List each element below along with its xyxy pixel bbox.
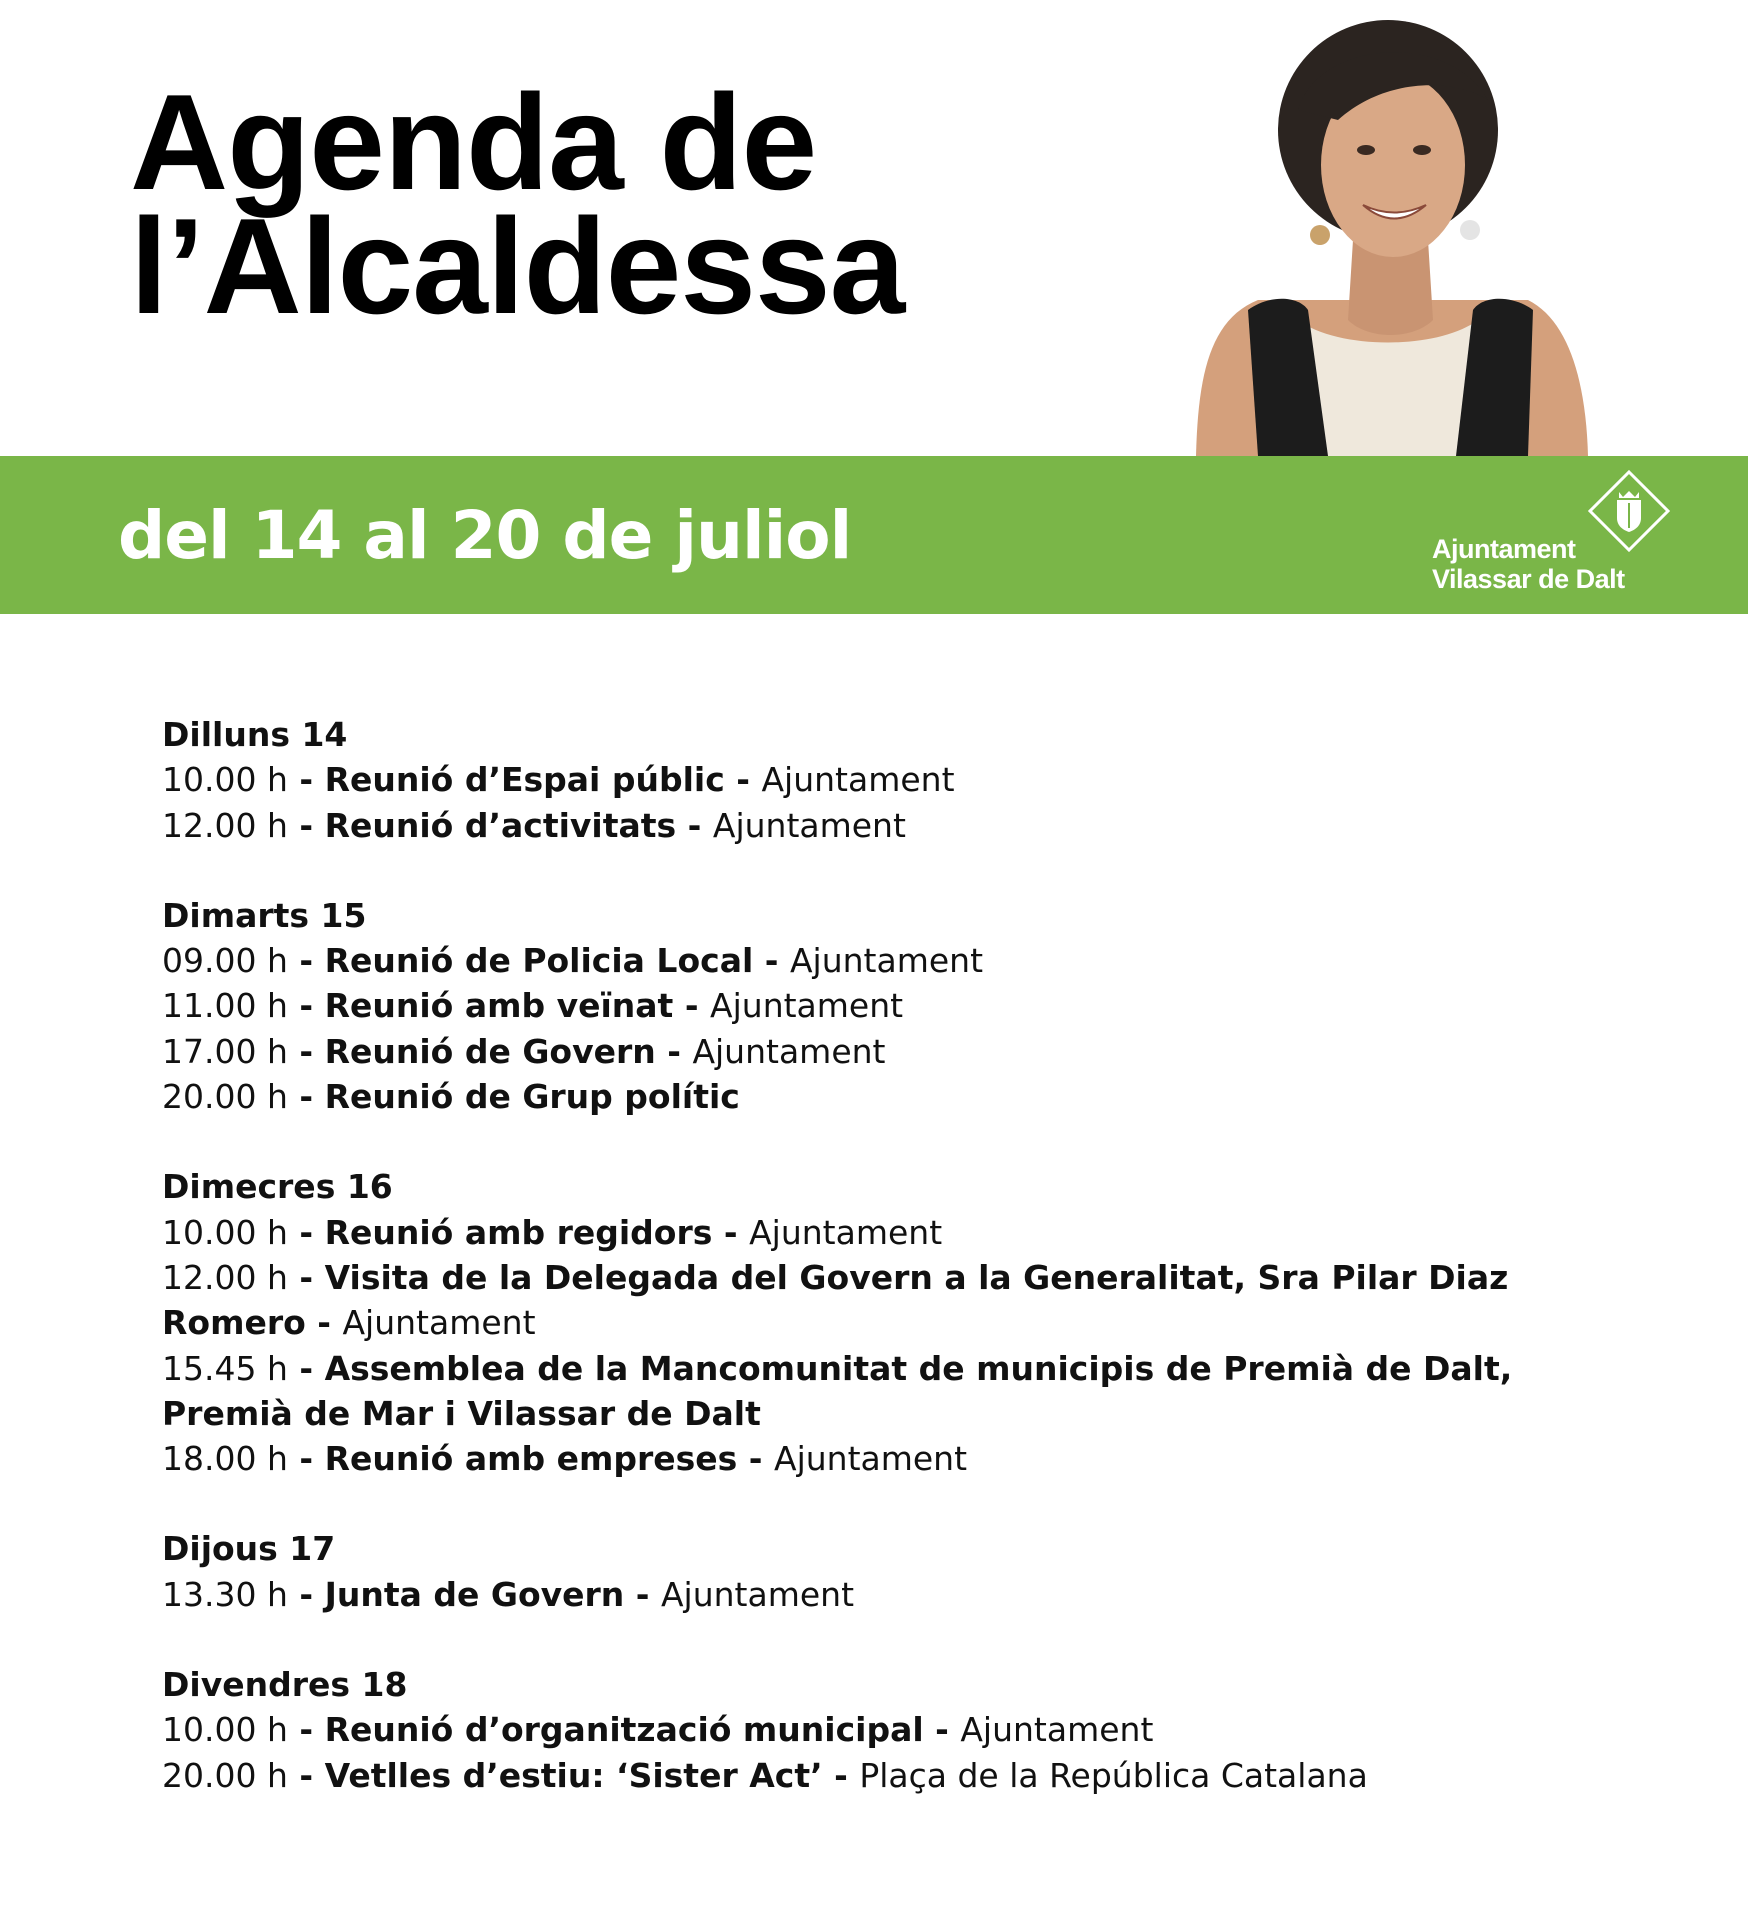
event-title: Reunió amb empreses [324,1439,738,1479]
event-time: 13.30 h [162,1574,288,1614]
event-separator: - [822,1755,860,1795]
event-separator: - [287,760,325,800]
day-heading: Dimarts 15 [162,895,367,935]
event-title: Reunió d’Espai públic [324,760,725,800]
event-place: Plaça de la República Catalana [859,1755,1368,1795]
portrait-photo [1188,20,1593,456]
event-title: Reunió d’organització municipal [324,1710,924,1750]
event-place: Ajuntament [342,1303,536,1343]
agenda-event [162,938,1592,983]
event-separator: - [305,1303,343,1343]
agenda-day [162,1662,1592,1798]
event-separator: - [673,986,711,1026]
agenda-event [162,983,1592,1028]
event-time: 20.00 h [162,1077,288,1117]
event-separator: - [753,941,790,981]
agenda-day [162,893,1592,1119]
agenda-list [162,712,1592,1843]
event-place: Ajuntament [774,1439,968,1479]
agenda-event [162,1210,1592,1255]
event-place: Ajuntament [712,805,906,845]
event-title: Reunió amb veïnat [324,986,674,1026]
event-title: Vetlles d’estiu: ‘Sister Act’ [324,1755,823,1795]
event-title: Junta de Govern [324,1574,625,1614]
date-range: del 14 al 20 de juliol [118,497,852,574]
event-separator: - [287,1212,325,1252]
event-place: Ajuntament [710,986,904,1026]
event-time: 11.00 h [162,986,288,1026]
event-time: 12.00 h [162,805,288,845]
event-place: Ajuntament [692,1031,886,1071]
event-title: Assemblea de la Mancomunitat de municipis de Premià de Dalt, Premià de Mar i Vilassar de Dalt [162,1348,1513,1433]
event-place: Ajuntament [789,941,984,981]
event-separator: - [287,1031,325,1071]
event-separator: - [287,1077,325,1117]
event-title: Reunió d’activitats [324,805,677,845]
event-title: Visita de la Delegada del Govern a la Generalitat, Sra Pilar Diaz Romero [162,1257,1509,1343]
agenda-event [162,803,1592,848]
page-title [130,66,905,342]
event-separator: - [712,1212,750,1252]
logo-line-1: Ajuntament [1432,534,1576,564]
title-line-1: Agenda de [130,66,817,218]
day-heading: Divendres 18 [162,1665,408,1705]
event-time: 10.00 h [162,1710,288,1750]
agenda-event [162,1572,1592,1617]
agenda-event [162,1255,1592,1346]
day-heading: Dilluns 14 [162,715,348,754]
agenda-event [162,1436,1592,1481]
event-place: Ajuntament [749,1212,943,1252]
event-separator: - [624,1574,661,1614]
event-separator: - [287,1348,325,1388]
event-separator: - [287,1574,325,1614]
event-place: Ajuntament [660,1574,855,1614]
event-time: 20.00 h [162,1755,288,1795]
event-separator: - [287,1439,325,1479]
portrait-illustration [1188,20,1593,456]
event-separator: - [287,805,325,845]
logo-line-2: Vilassar de Dalt [1432,564,1625,594]
event-separator: - [655,1031,693,1071]
event-separator: - [287,941,325,981]
date-banner [0,456,1748,614]
event-place: Ajuntament [960,1710,1154,1750]
agenda-day [162,1164,1592,1481]
event-time: 15.45 h [162,1348,288,1388]
event-time: 09.00 h [162,941,288,981]
agenda-event [162,1346,1592,1437]
event-separator: - [676,805,713,845]
event-title: Reunió de Policia Local [324,941,754,981]
agenda-event [162,1074,1592,1119]
event-time: 10.00 h [162,1212,288,1252]
agenda-event [162,757,1592,802]
event-time: 12.00 h [162,1257,288,1297]
day-heading: Dimecres 16 [162,1167,393,1207]
agenda-event [162,1029,1592,1074]
event-title: Reunió amb regidors [324,1212,713,1252]
event-separator: - [737,1439,774,1479]
event-time: 18.00 h [162,1439,288,1479]
agenda-day [162,1526,1592,1617]
municipality-logo [1432,534,1625,594]
event-title: Reunió de Govern [324,1031,656,1071]
agenda-event [162,1753,1592,1798]
agenda-day [162,712,1592,848]
title-line-2: l’Alcaldessa [130,190,905,342]
event-title: Reunió de Grup polític [324,1077,740,1117]
event-place: Ajuntament [761,760,955,800]
event-separator: - [724,760,762,800]
event-separator: - [287,986,325,1026]
agenda-event [162,1707,1592,1752]
event-separator: - [287,1755,325,1795]
event-time: 10.00 h [162,760,288,800]
event-time: 17.00 h [162,1031,288,1071]
event-separator: - [287,1257,325,1297]
event-separator: - [923,1710,961,1750]
event-separator: - [287,1710,325,1750]
day-heading: Dijous 17 [162,1529,336,1569]
